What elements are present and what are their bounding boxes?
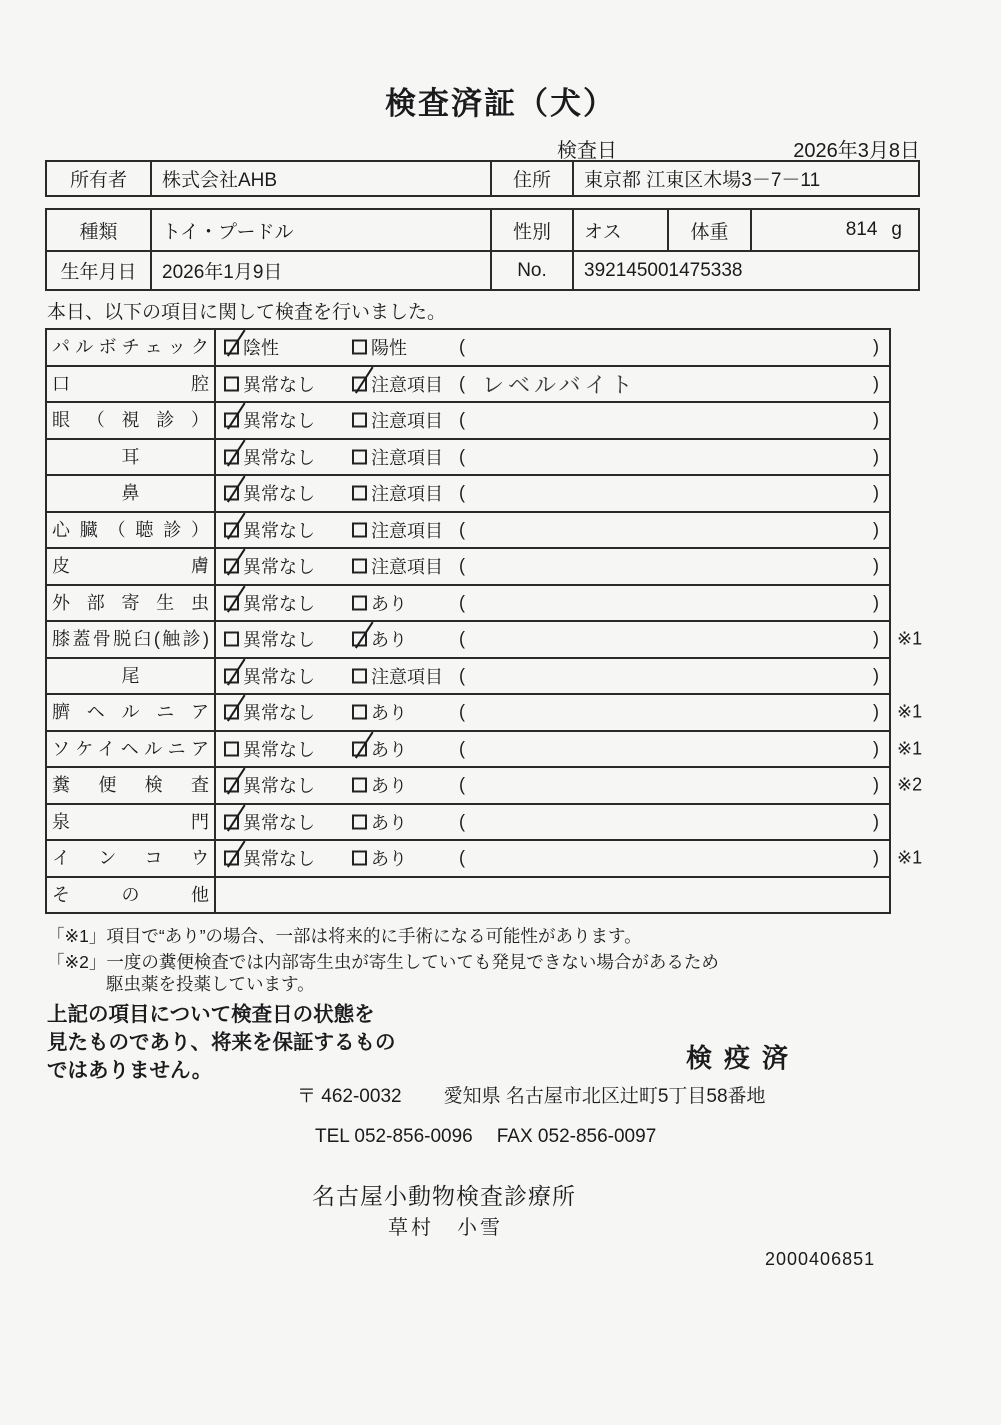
row-label: 皮膚 bbox=[47, 549, 216, 584]
paren-open: ( bbox=[459, 847, 465, 868]
paren-open: ( bbox=[459, 811, 465, 832]
paren-close: ) bbox=[873, 519, 879, 540]
option2-checkbox bbox=[352, 595, 367, 610]
option2-checkbox bbox=[352, 705, 367, 720]
option2-checkbox bbox=[352, 449, 367, 464]
sex-label: 性別 bbox=[490, 210, 572, 250]
option2-label: 注意項目 bbox=[371, 520, 443, 541]
quarantine-passed-stamp: 検疫済 bbox=[686, 1043, 801, 1073]
row-content bbox=[216, 841, 889, 876]
clinic-telfax-row bbox=[315, 1126, 656, 1148]
paren-open: ( bbox=[459, 592, 465, 613]
row-content bbox=[216, 695, 889, 730]
option2-checkbox bbox=[352, 778, 367, 793]
option2-checkbox bbox=[352, 814, 367, 829]
option1-label: 異常なし bbox=[243, 411, 315, 432]
row-content bbox=[216, 403, 889, 438]
row-content bbox=[216, 659, 889, 694]
row-content bbox=[216, 805, 889, 840]
row-label: ソケイヘルニア bbox=[47, 732, 216, 767]
paren-close: ) bbox=[873, 628, 879, 649]
option1-label: 異常なし bbox=[243, 776, 315, 797]
row-content bbox=[216, 513, 889, 548]
option2-checkbox bbox=[352, 741, 367, 756]
row-label: 膝蓋骨脱臼(触診) bbox=[47, 622, 216, 657]
option1-label: 異常なし bbox=[243, 812, 315, 833]
option2-checkbox bbox=[352, 376, 367, 391]
paren-open: ( bbox=[459, 373, 465, 394]
option2-checkbox bbox=[352, 668, 367, 683]
option1-checkbox bbox=[224, 449, 239, 464]
option1-checkbox bbox=[224, 376, 239, 391]
option2-label: 注意項目 bbox=[371, 484, 443, 505]
row-label: 眼（視診） bbox=[47, 403, 216, 438]
option2-checkbox bbox=[352, 413, 367, 428]
option1-checkbox bbox=[224, 340, 239, 355]
paren-open: ( bbox=[459, 336, 465, 357]
row-label: 口腔 bbox=[47, 367, 216, 402]
option1-label: 異常なし bbox=[243, 374, 315, 395]
paren-open: ( bbox=[459, 482, 465, 503]
birthdate-value: 2026年1月9日 bbox=[150, 252, 490, 289]
paren-open: ( bbox=[459, 446, 465, 467]
option1-label: 異常なし bbox=[243, 666, 315, 687]
inspection-date-label: 検査日 bbox=[557, 140, 617, 162]
footnote-ref-mark: ※2 bbox=[897, 774, 923, 795]
row-content bbox=[216, 878, 889, 913]
row-label: インコウ bbox=[47, 841, 216, 876]
owner-table bbox=[45, 160, 920, 197]
option1-label: 異常なし bbox=[243, 739, 315, 760]
option1-label: 異常なし bbox=[243, 447, 315, 468]
checklist-row bbox=[45, 401, 891, 440]
paren-open: ( bbox=[459, 738, 465, 759]
paren-close: ) bbox=[873, 336, 879, 357]
option2-label: あり bbox=[371, 776, 407, 797]
owner-value: 株式会社AHB bbox=[150, 162, 490, 195]
paren-close: ) bbox=[873, 738, 879, 759]
option1-label: 異常なし bbox=[243, 630, 315, 651]
option2-label: 注意項目 bbox=[371, 411, 443, 432]
row-label: その他 bbox=[47, 878, 216, 913]
row-content bbox=[216, 732, 889, 767]
disclaimer-line1: 上記の項目について検査日の状態を bbox=[47, 1003, 375, 1026]
row-content bbox=[216, 330, 889, 365]
option1-label: 異常なし bbox=[243, 557, 315, 578]
option2-label: あり bbox=[371, 849, 407, 870]
option2-label: あり bbox=[371, 812, 407, 833]
checklist-row bbox=[45, 438, 891, 477]
examiner-name: 草村 小雪 bbox=[388, 1217, 503, 1239]
checklist-row bbox=[45, 547, 891, 586]
checklist-row bbox=[45, 328, 891, 367]
option2-label: あり bbox=[371, 739, 407, 760]
checklist-row bbox=[45, 511, 891, 550]
row-label: 糞便検査 bbox=[47, 768, 216, 803]
option2-label: あり bbox=[371, 593, 407, 614]
option1-label: 異常なし bbox=[243, 703, 315, 724]
certificate-serial-number: 2000406851 bbox=[765, 1249, 876, 1269]
option1-checkbox bbox=[224, 778, 239, 793]
row-content bbox=[216, 549, 889, 584]
checklist-row bbox=[45, 839, 923, 878]
row-label: 鼻 bbox=[47, 476, 216, 511]
option1-checkbox bbox=[224, 705, 239, 720]
paren-close: ) bbox=[873, 665, 879, 686]
option1-label: 異常なし bbox=[243, 484, 315, 505]
option2-checkbox bbox=[352, 486, 367, 501]
option2-label: 注意項目 bbox=[371, 374, 443, 395]
row-content bbox=[216, 586, 889, 621]
pet-table bbox=[45, 208, 920, 291]
option1-checkbox bbox=[224, 486, 239, 501]
row-content bbox=[216, 768, 889, 803]
option2-checkbox bbox=[352, 559, 367, 574]
paren-close: ) bbox=[873, 847, 879, 868]
clinic-address: 愛知県 名古屋市北区辻町5丁目58番地 bbox=[443, 1086, 766, 1107]
clinic-tel: TEL 052-856-0096 bbox=[315, 1126, 473, 1147]
paren-close: ) bbox=[873, 811, 879, 832]
inspection-date-row bbox=[557, 134, 920, 163]
option2-checkbox bbox=[352, 340, 367, 355]
weight-value-cell bbox=[750, 210, 918, 250]
checklist-row bbox=[45, 730, 923, 769]
checklist-row bbox=[45, 766, 923, 805]
option1-label: 異常なし bbox=[243, 520, 315, 541]
disclaimer-line2: 見たものであり、将来を保証するもの bbox=[47, 1031, 396, 1054]
paren-open: ( bbox=[459, 628, 465, 649]
disclaimer-line3: ではありません。 bbox=[47, 1059, 213, 1082]
option1-label: 異常なし bbox=[243, 849, 315, 870]
row-label: 尾 bbox=[47, 659, 216, 694]
checklist-row bbox=[45, 584, 891, 623]
row-content bbox=[216, 622, 889, 657]
option2-label: 陽性 bbox=[371, 338, 407, 359]
footnote-2-line2: 駆虫薬を投薬しています。 bbox=[106, 974, 315, 994]
option1-checkbox bbox=[224, 851, 239, 866]
paren-open: ( bbox=[459, 665, 465, 686]
checklist-row bbox=[45, 657, 891, 696]
weight-unit: g bbox=[891, 219, 902, 240]
footnote-ref-mark: ※1 bbox=[897, 738, 923, 759]
no-label: No. bbox=[490, 252, 572, 289]
checklist-row bbox=[45, 803, 891, 842]
paren-open: ( bbox=[459, 519, 465, 540]
paren-close: ) bbox=[873, 592, 879, 613]
option1-label: 異常なし bbox=[243, 593, 315, 614]
checklist-row bbox=[45, 474, 891, 513]
checklist-row bbox=[45, 693, 923, 732]
checklist-table bbox=[45, 328, 923, 914]
paren-open: ( bbox=[459, 555, 465, 576]
checklist-row bbox=[45, 876, 891, 915]
row-content bbox=[216, 367, 889, 402]
footnote-1: 「※1」項目で“あり”の場合、一部は将来的に手術になる可能性があります。 bbox=[47, 926, 642, 946]
checklist-row bbox=[45, 365, 891, 404]
paren-close: ) bbox=[873, 701, 879, 722]
birthdate-label: 生年月日 bbox=[60, 262, 137, 283]
paren-open: ( bbox=[459, 774, 465, 795]
clinic-fax: FAX 052-856-0097 bbox=[496, 1126, 657, 1147]
clinic-address-row bbox=[297, 1081, 766, 1108]
sex-value: オス bbox=[572, 210, 667, 250]
breed-label: 種類 bbox=[79, 221, 118, 243]
option1-label: 陰性 bbox=[243, 338, 279, 359]
option2-checkbox bbox=[352, 632, 367, 647]
pet-row-1 bbox=[47, 210, 918, 250]
row-label: 外部寄生虫 bbox=[47, 586, 216, 621]
option2-label: 注意項目 bbox=[371, 557, 443, 578]
option2-checkbox bbox=[352, 522, 367, 537]
row-label: 耳 bbox=[47, 440, 216, 475]
handwritten-note: レベルバイト bbox=[482, 372, 637, 398]
row-content bbox=[216, 440, 889, 475]
option1-checkbox bbox=[224, 522, 239, 537]
no-value: 392145001475338 bbox=[572, 252, 918, 289]
page-title: 検査済証（犬） bbox=[385, 86, 616, 121]
checklist-row bbox=[45, 620, 923, 659]
option2-checkbox bbox=[352, 851, 367, 866]
intro-text: 本日、以下の項目に関して検査を行いました。 bbox=[47, 302, 447, 323]
option1-checkbox bbox=[224, 413, 239, 428]
footnote-2-line1: 「※2」一度の糞便検査では内部寄生虫が寄生していても発見できない場合があるため bbox=[47, 952, 719, 972]
clinic-postal-code: 〒 462-0032 bbox=[297, 1086, 402, 1107]
breed-value: トイ・プードル bbox=[150, 210, 490, 250]
disclaimer-statement bbox=[47, 1001, 396, 1085]
address-label: 住所 bbox=[490, 162, 572, 195]
owner-row bbox=[47, 162, 918, 195]
paren-close: ) bbox=[873, 482, 879, 503]
paren-close: ) bbox=[873, 409, 879, 430]
option1-checkbox bbox=[224, 595, 239, 610]
weight-value: 814 bbox=[845, 219, 878, 240]
pet-row-2 bbox=[47, 250, 918, 289]
row-label: パルボチェック bbox=[47, 330, 216, 365]
option1-checkbox bbox=[224, 559, 239, 574]
paren-close: ) bbox=[873, 373, 879, 394]
paren-close: ) bbox=[873, 446, 879, 467]
option2-label: 注意項目 bbox=[371, 447, 443, 468]
footnote-ref-mark: ※1 bbox=[897, 701, 923, 722]
paren-open: ( bbox=[459, 409, 465, 430]
owner-label: 所有者 bbox=[69, 170, 127, 191]
option1-checkbox bbox=[224, 814, 239, 829]
option1-checkbox bbox=[224, 632, 239, 647]
footnote-ref-mark: ※1 bbox=[897, 628, 923, 649]
row-label: 臍ヘルニア bbox=[47, 695, 216, 730]
weight-label: 体重 bbox=[667, 210, 750, 250]
option1-checkbox bbox=[224, 741, 239, 756]
paren-close: ) bbox=[873, 774, 879, 795]
option1-checkbox bbox=[224, 668, 239, 683]
row-label: 心臓（聴診） bbox=[47, 513, 216, 548]
option2-label: あり bbox=[371, 630, 407, 651]
footnote-ref-mark: ※1 bbox=[897, 847, 923, 868]
option2-label: あり bbox=[371, 703, 407, 724]
clinic-name: 名古屋小動物検査診療所 bbox=[312, 1183, 576, 1209]
option2-label: 注意項目 bbox=[371, 666, 443, 687]
row-content bbox=[216, 476, 889, 511]
inspection-date-value: 2026年3月8日 bbox=[793, 140, 920, 162]
paren-open: ( bbox=[459, 701, 465, 722]
row-label: 泉門 bbox=[47, 805, 216, 840]
address-value: 東京都 江東区木場3－7－11 bbox=[572, 162, 918, 195]
paren-close: ) bbox=[873, 555, 879, 576]
